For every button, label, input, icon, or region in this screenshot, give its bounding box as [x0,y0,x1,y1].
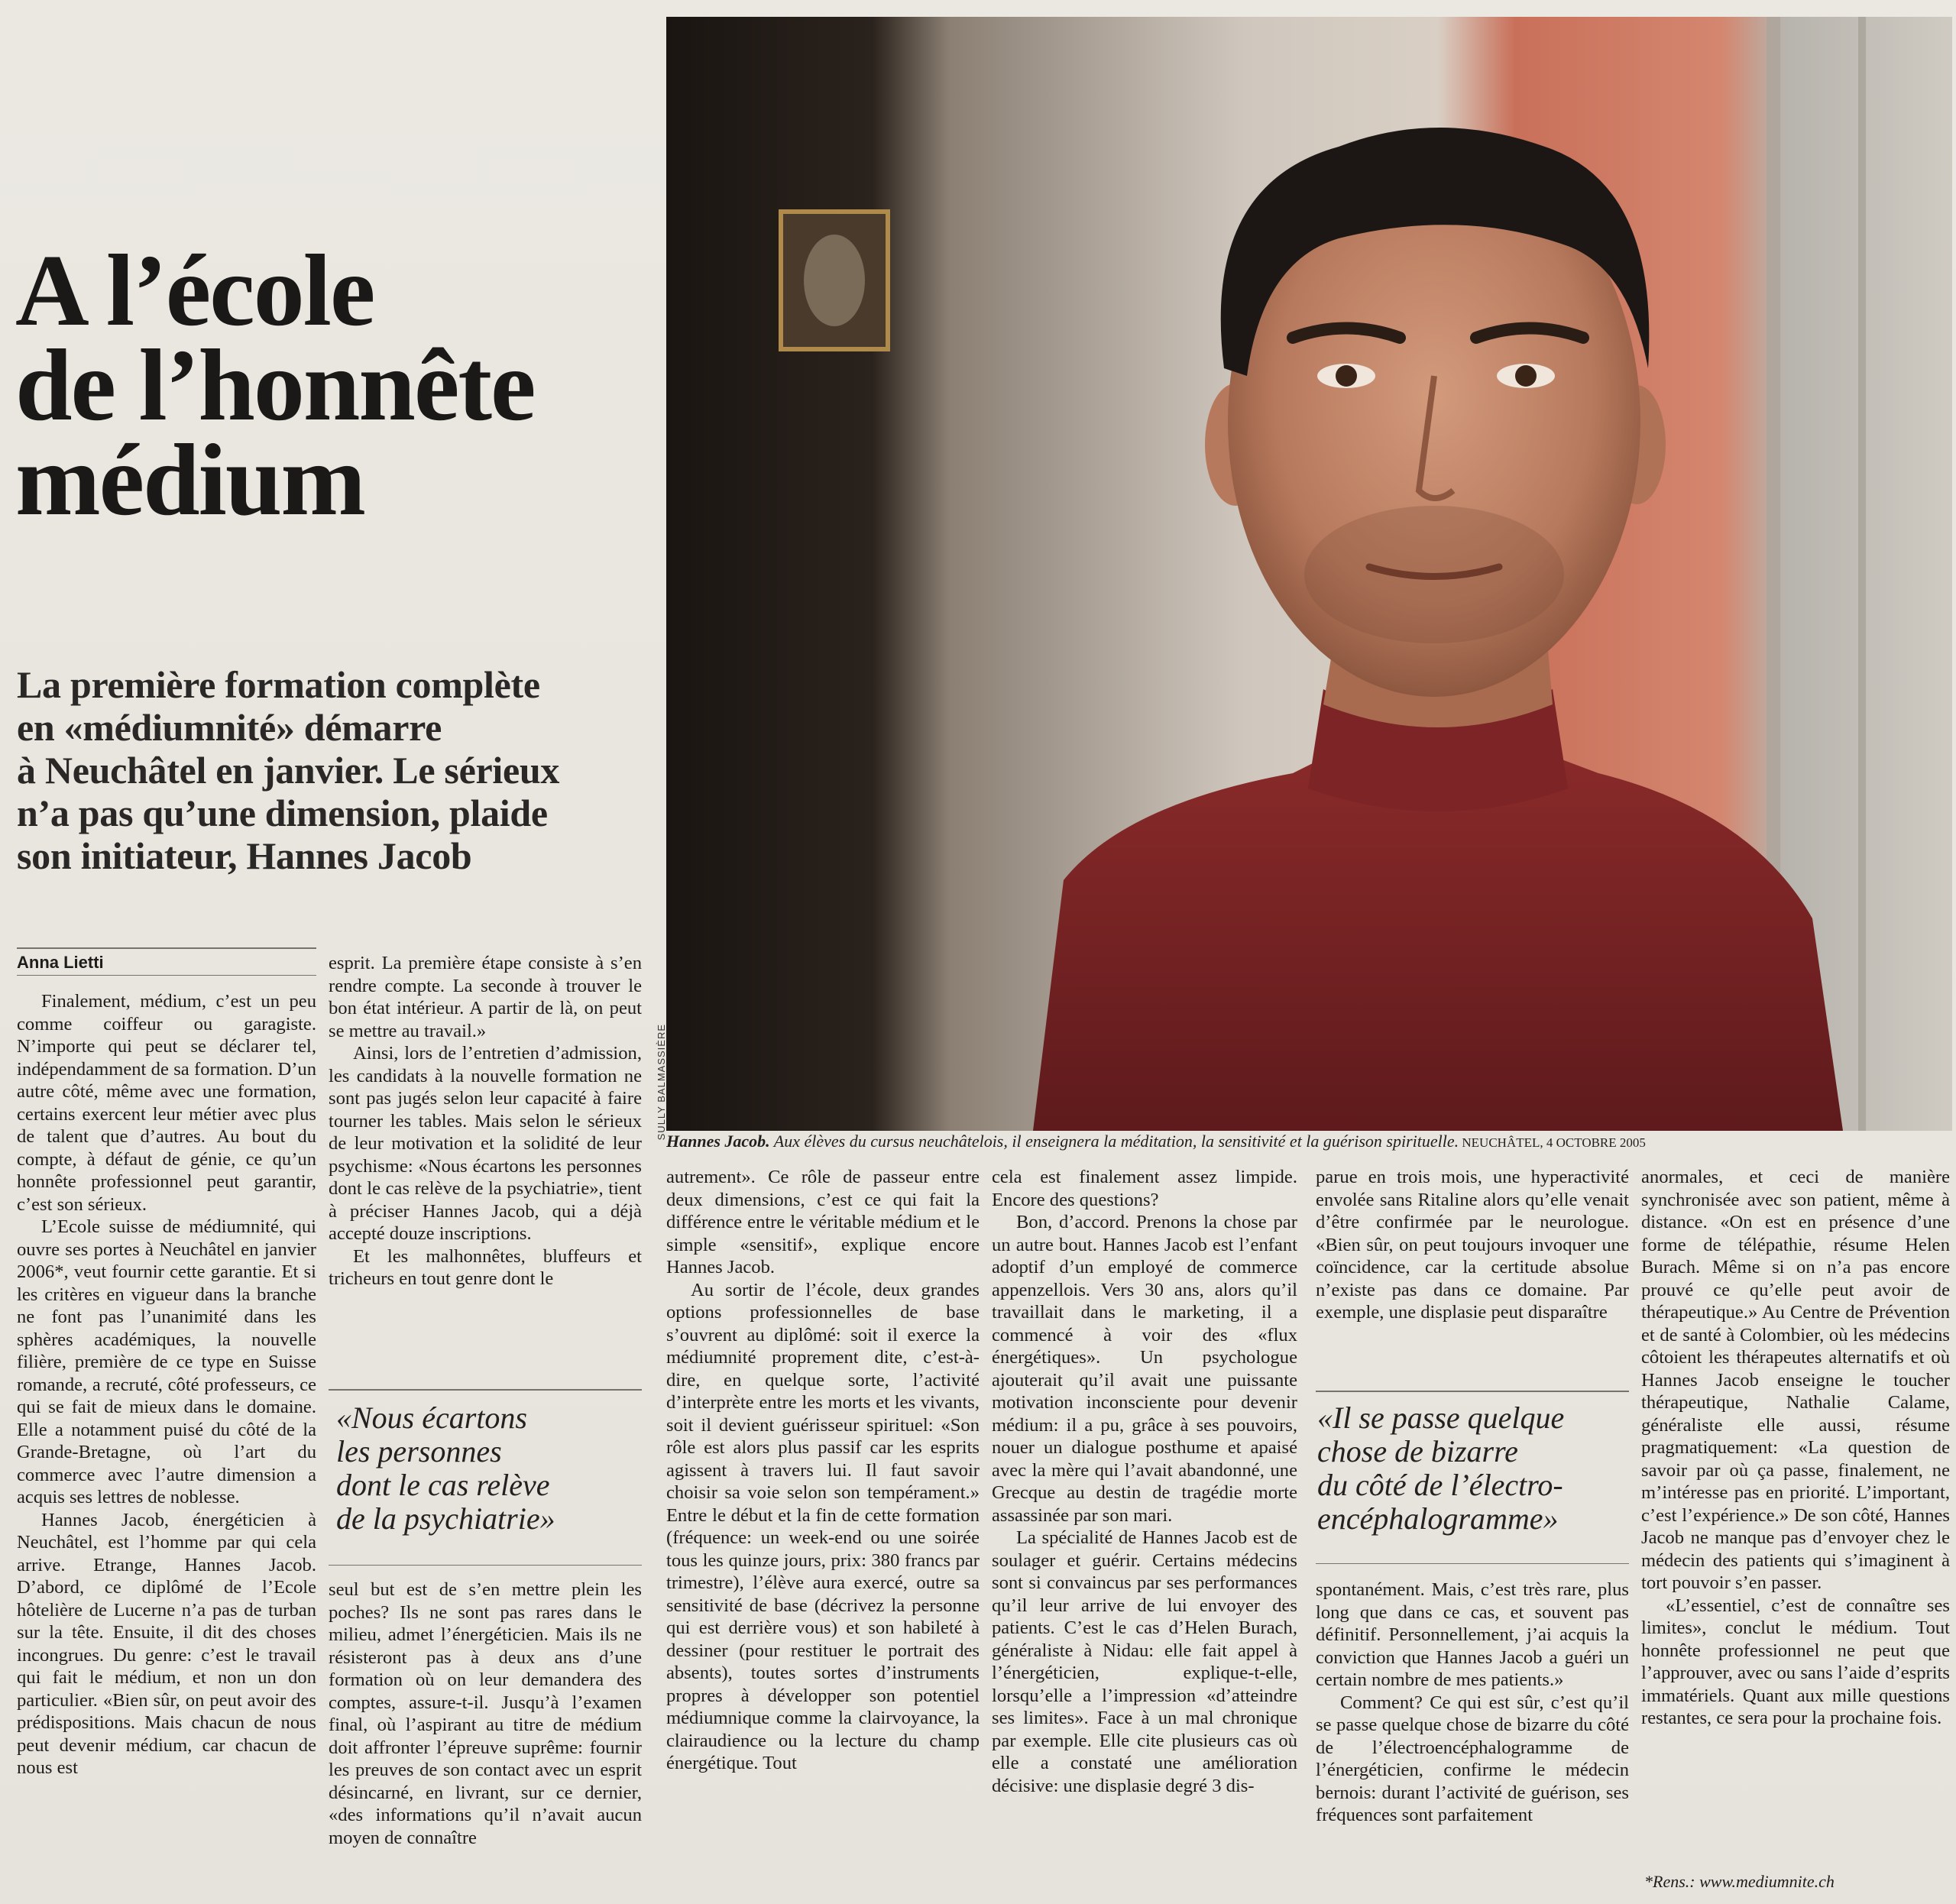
standfirst-line: son initiateur, Hannes Jacob [17,834,472,877]
column-3 [666,1166,980,1775]
column-2-bottom [329,1579,642,1849]
column-1 [17,990,316,1779]
byline-rule [17,947,316,949]
caption-place: NEUCHÂTEL, 4 OCTOBRE 2005 [1459,1135,1646,1150]
paragraph: esprit. La première étape consiste à s’en rendre compte. La seconde à trouver le bon état intérieur. A partir de là, on peut se mettre au travail.» [329,953,642,1041]
pullquote-rule-top [329,1389,642,1391]
column-6 [1641,1166,1950,1730]
headline [15,234,657,536]
column-2-top [329,952,642,1290]
standfirst-line: La première formation complète [17,663,540,706]
headline-line: A l’école [15,234,374,347]
headline-line: médium [15,423,364,536]
standfirst [17,663,651,877]
photo-credit: SULLY BALMASSIÈRE [656,1024,667,1141]
pull-quote-line: dont le cas relève [336,1468,550,1502]
column-4 [992,1166,1297,1797]
pull-quote-line: du côté de l’électro- [1317,1468,1563,1502]
headline-line: de l’honnête [15,329,535,442]
pull-quote-2 [1317,1401,1631,1536]
column-5-bottom [1316,1579,1629,1827]
portrait-illustration [666,17,1952,1131]
paragraph: Comment? Ce qui est sûr, c’est qu’il se passe quelque chose de bizarre du côté de l’électroencéphalogramme de l’énergéticien, confirme le médecin bernois: durant l’activité de guérison, ses fréquences sont parfaitement [1316,1692,1629,1825]
pull-quote-line: «Il se passe quelque [1317,1400,1565,1435]
caption-name: Hannes Jacob. [666,1132,770,1151]
byline: Anna Lietti [17,953,104,972]
footnote: *Rens.: www.mediumnite.ch [1644,1872,1835,1891]
paragraph: cela est finalement assez limpide. Encore des questions? [992,1167,1297,1210]
standfirst-line: à Neuchâtel en janvier. Le sérieux [17,749,560,792]
portrait-photo [666,17,1952,1131]
pull-quote-line: de la psychiatrie» [336,1501,555,1536]
caption-text: Aux élèves du cursus neuchâtelois, il enseignera la méditation, la sensitivité et la guérison spirituelle. [769,1132,1459,1151]
pull-quote-line: les personnes [336,1434,502,1468]
paragraph: Et les malhonnêtes, bluffeurs et tricheurs en tout genre dont le [329,1245,642,1289]
paragraph: anormales, et ceci de manière synchronisée avec son patient, même à distance. «On est en présence d’une forme de télépathie, résume Helen Burach. Même si on n’a pas encore prouvé ce qu’elle peut avoir de thérapeutique.» Au Centre de Prévention et de santé à Colombier, où les médecins côtoient les thérapeutes alternatifs et où Hannes Jacob enseigne le toucher thérapeutique, Nathalie Calame, généraliste elle aussi, résume pragmatiquement: «La question de savoir par où ça passe, finalement, ne m’intéresse pas en priorité. L’important, c’est l’expérience.» De son côté, Hannes Jacob ne manque pas d’envoyer chez le médecin des patients qui s’imaginent à tort pouvoir s’en passer. [1641,1167,1950,1593]
paragraph: Au sortir de l’école, deux grandes options professionnelles de base s’ouvrent au diplômé: soit il exerce la médiumnité proprement dite, c’est-à-dire, en quelque sorte, l’activité d’interprète entre les morts et les vivants, soit il devient guérisseur spirituel: «Son rôle est alors plus passif car les esprits agissent à travers lui. Il faut savoir choisir sa voie selon son tempérament.» Entre le début et la fin de cette formation (fréquence: un week-end ou une soirée tous les quinze jours, prix: 380 francs par trimestre), l’élève aura exercé, outre sa sensitivité de base (décrivez la personne qui est derrière vous) et son habileté à dessiner (pour restituer le portrait des absents), toutes sortes d’instruments propres à développer son potentiel médiumnique comme la clairvoyance, la clairaudience ou la lecture du champ énergétique. Tout [666,1279,980,1773]
paragraph: L’Ecole suisse de médiumnité, qui ouvre ses portes à Neuchâtel en janvier 2006*, veut fournir cette garantie. Et si les critères en vigueur dans la branche ne font pas l’unanimité dans les sphères académiques, la nouvelle filière, première de ce type en Suisse romande, a recruté, côté professeurs, ce qui se fait de mieux dans le domaine. Elle a notamment puisé du côté de la Grande-Bretagne, où l’art du commerce avec l’autre dimension a acquis ses lettres de noblesse. [17,1216,316,1507]
paragraph: parue en trois mois, une hyperactivité envolée sans Ritaline alors qu’elle venait d’être confirmée par le neurologue. «Bien sûr, on peut toujours invoquer une coïncidence, car la certitude absolue n’existe pas dans ce domaine. Par exemple, une displasie peut disparaître [1316,1167,1629,1323]
pullquote-2-rule-top [1316,1391,1629,1392]
paragraph: Bon, d’accord. Prenons la chose par un autre bout. Hannes Jacob est l’enfant adoptif d’un employé de commerce appenzellois. Vers 30 ans, alors qu’il travaillait dans le marketing, il a commencé à voir des «flux énergétiques». Un psychologue ajouterait qu’il avait une puissante motivation inconsciente pour devenir médium: il a pu, grâce à ses pouvoirs, nouer un dialogue posthume et apaisé avec la mère qui l’avait abandonné, une Grecque au destin de tragédie morte assassinée par son mari. [992,1212,1297,1526]
photo-caption [666,1132,1952,1151]
pull-quote-line: chose de bizarre [1317,1434,1518,1468]
pullquote-rule-bottom [329,1565,642,1566]
column-5-top [1316,1166,1629,1324]
pull-quote-1 [336,1401,642,1536]
paragraph: «L’essentiel, c’est de connaître ses limites», conclut le médium. Tout honnête professionnel ne peut que l’approuver, avec ou sans l’aide d’esprits immatériels. Quant aux mille questions restantes, ce sera pour la prochaine fois. [1641,1595,1950,1728]
paragraph: Finalement, médium, c’est un peu comme coiffeur ou garagiste. N’importe qui peut se déclarer tel, indépendamment de sa formation. D’un autre côté, même avec une formation, certains exercent leur métier avec plus de talent que d’autres. Au bout du compte, à défaut de génie, ce qu’un honnête professionnel peut garantir, c’est son sérieux. [17,991,316,1215]
standfirst-line: en «médiumnité» démarre [17,706,442,749]
paragraph: seul but est de s’en mettre plein les poches? Ils ne sont pas rares dans le milieu, admet l’énergéticien. Mais ils ne résisteront pas à deux ans d’une formation où on leur demandera des comptes, assure-t-il. Jusqu’à l’examen final, où l’aspirant au titre de médium doit affronter l’épreuve suprême: fournir les preuves de son contact avec un esprit désincarné, en livrant, sur ce dernier, «des informations qu’il n’avait aucun moyen de connaître [329,1579,642,1848]
paragraph: autrement». Ce rôle de passeur entre deux dimensions, c’est ce qui fait la différence entre le véritable médium et le simple «sensitif», explique encore Hannes Jacob. [666,1167,980,1277]
paragraph: Ainsi, lors de l’entretien d’admission, les candidats à la nouvelle formation ne sont pas jugés selon leur capacité à faire tourner les tables. Mais selon le sérieux de leur motivation et la solidité de leur psychisme: «Nous écartons les personnes dont le cas relève de la psychiatrie», tient à préciser Hannes Jacob, qui a déjà accepté douze inscriptions. [329,1043,642,1244]
pull-quote-line: encéphalogramme» [1317,1501,1559,1536]
byline-rule-bottom [17,975,316,976]
paragraph: La spécialité de Hannes Jacob est de soulager et guérir. Certains médecins sont si convaincus par ses performances qu’il leur arrive de lui envoyer des patients. C’est le cas d’Helen Burach, généraliste à Nidau: elle fait appel à l’énergéticien, explique-t-elle, lorsqu’elle a l’impression «d’atteindre ses limites». Face à un mal chronique par exemple. Elle cite plusieurs cas où elle a constaté une amélioration décisive: une displasie degré 3 dis- [992,1527,1297,1796]
standfirst-line: n’a pas qu’une dimension, plaide [17,792,548,834]
pull-quote-line: «Nous écartons [336,1400,527,1435]
pullquote-2-rule-bottom [1316,1563,1629,1564]
paragraph: spontanément. Mais, c’est très rare, plus long que dans ce cas, et souvent pas définitif. Personnellement, j’ai acquis la conviction que Hannes Jacob a guéri un certain nombre de mes patients.» [1316,1579,1629,1690]
paragraph: Hannes Jacob, énergéticien à Neuchâtel, est l’homme par qui cela arrive. Etrange, Hannes Jacob. D’abord, ce diplômé de l’Ecole hôtelière de Lucerne n’a pas de turban sur la tête. Ensuite, il dit des choses incongrues. Du genre: c’est le travail qui fait le médium, et non un don particulier. «Bien sûr, on peut avoir des prédispositions. Mais chacun de nous peut devenir médium, car chacun de nous est [17,1509,316,1778]
